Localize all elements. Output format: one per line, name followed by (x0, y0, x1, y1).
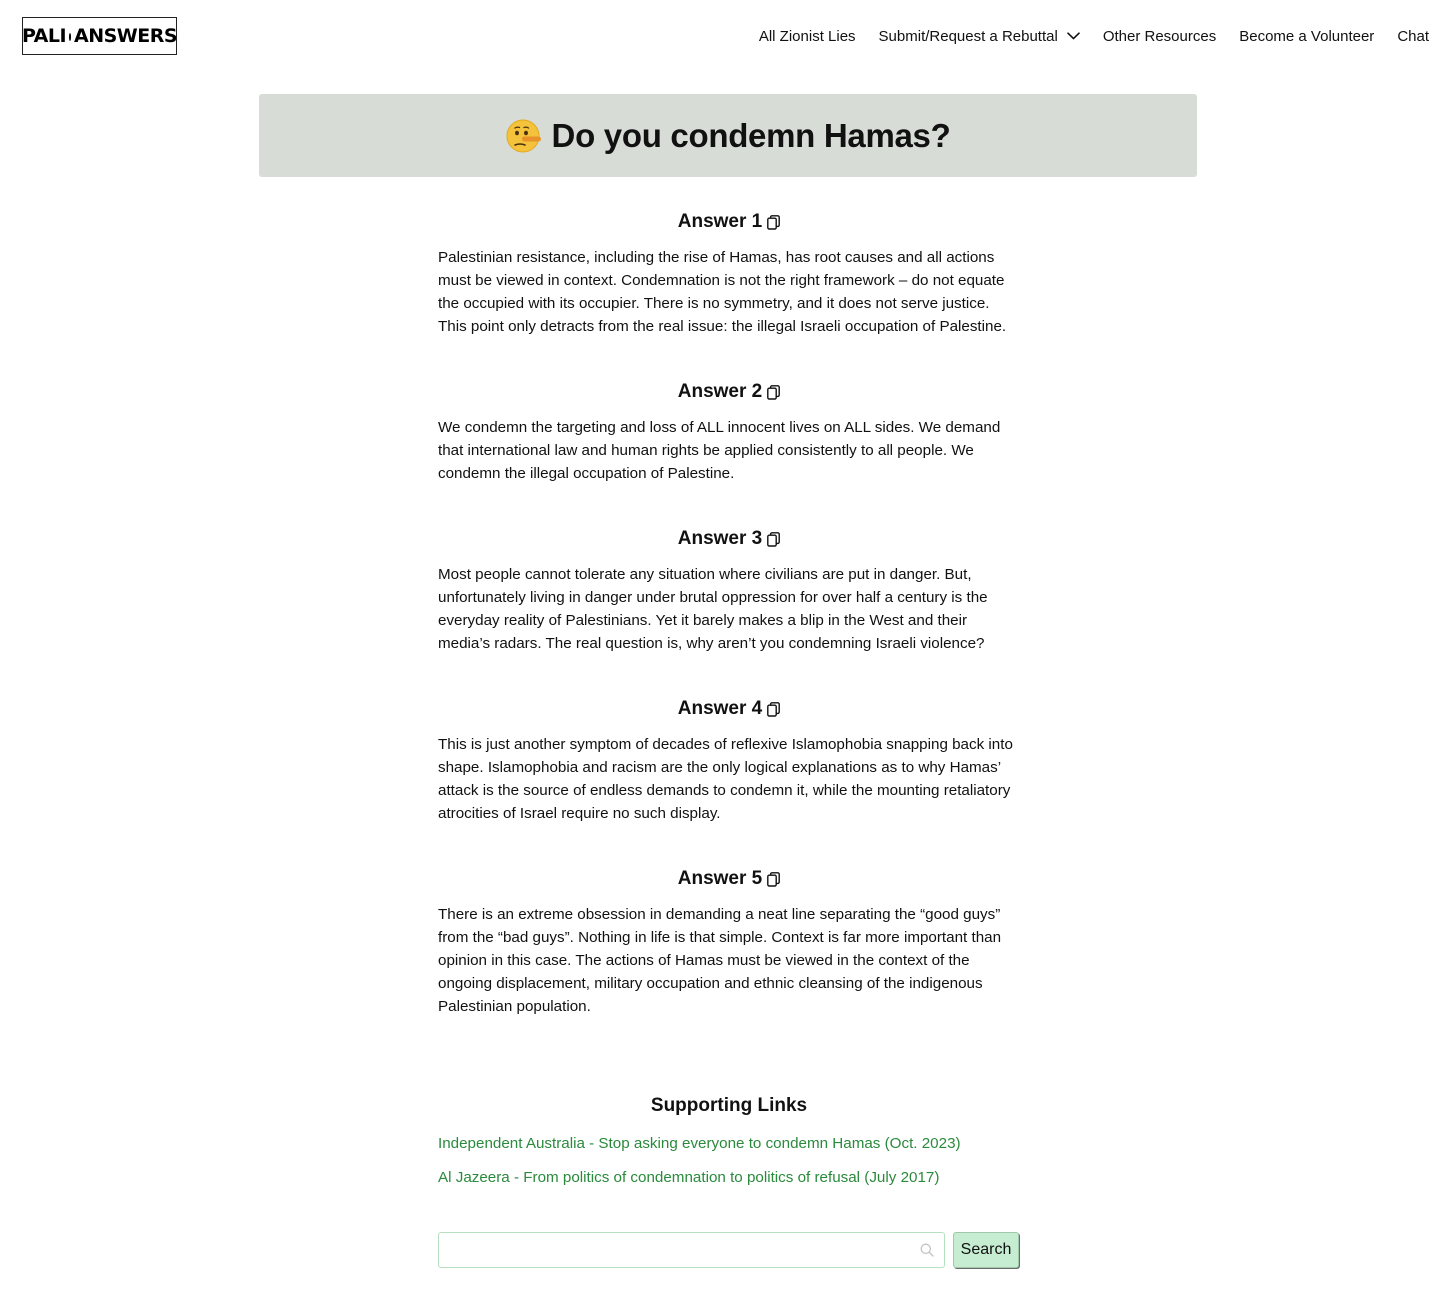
answer-text: This is just another symptom of decades of reflexive Islamophobia snapping back into shape. Islamophobia and racism are the only logical explanations as to why Hamas’ attack is the source of endless demands to condemn it, while the mounting retaliatory atrocities of Israel require no such display. (438, 736, 1013, 822)
nav-label: Submit/Request a Rebuttal (878, 27, 1058, 45)
chevron-down-icon (1067, 32, 1080, 40)
answer-heading-label: Answer 5 (677, 868, 763, 889)
answer-item (438, 867, 1020, 1018)
search-button[interactable]: Search (953, 1232, 1019, 1268)
nav-label: Chat (1397, 27, 1429, 45)
answers-list (438, 210, 1020, 1060)
copy-icon[interactable] (767, 702, 780, 717)
nav-item-become-volunteer[interactable] (1239, 24, 1374, 48)
answer-heading (438, 527, 1020, 551)
answer-heading-label: Answer 3 (677, 528, 763, 549)
nav-item-chat[interactable] (1397, 24, 1429, 48)
answer-item (438, 210, 1020, 338)
copy-icon[interactable] (767, 385, 780, 400)
answer-heading-label: Answer 1 (677, 211, 763, 232)
answer-heading (438, 867, 1020, 891)
supporting-links (438, 1095, 1020, 1201)
logo-text-left: PALI (21, 25, 67, 47)
supporting-links-title: Supporting Links (650, 1095, 808, 1116)
answer-heading-label: Answer 2 (677, 381, 763, 402)
speech-bubble-icon (69, 33, 71, 41)
site-header (0, 0, 1456, 80)
answer-item (438, 697, 1020, 825)
nav-label: Other Resources (1102, 27, 1217, 45)
answer-heading-label: Answer 4 (677, 698, 763, 719)
answer-text: We condemn the targeting and loss of ALL innocent lives on ALL sides. We demand that international law and human rights be applied consistently to all people. We condemn the illegal occupation of Palestine. (438, 419, 1001, 482)
nav-label: All Zionist Lies (758, 27, 856, 45)
answer-text: Palestinian resistance, including the rise of Hamas, has root causes and all actions must be viewed in context. Condemnation is not the right framework – do not equate the occupied with its occupier. There is no symmetry, and it does not serve justice. This point only detracts from the real issue: the illegal Israeli occupation of Palestine. (438, 249, 1007, 335)
answer-item (438, 527, 1020, 655)
copy-icon[interactable] (767, 532, 780, 547)
copy-icon[interactable] (767, 872, 780, 887)
lying-face-icon (506, 118, 542, 154)
question-banner (259, 94, 1197, 177)
copy-icon[interactable] (767, 215, 780, 230)
supporting-link[interactable]: Al Jazeera - From politics of condemnation to politics of refusal (July 2017) (438, 1169, 940, 1186)
search-field (438, 1232, 945, 1268)
nav-label: Become a Volunteer (1239, 27, 1375, 45)
answer-heading (438, 697, 1020, 721)
site-logo[interactable] (22, 17, 177, 55)
logo-text-right: ANSWERS (74, 25, 178, 47)
search-form (438, 1232, 1020, 1268)
nav-item-all-zionist-lies[interactable] (759, 24, 856, 48)
search-input[interactable] (439, 1233, 944, 1267)
answer-heading (438, 380, 1020, 404)
answer-text: There is an extreme obsession in demanding a neat line separating the “good guys” from the “bad guys”. Nothing in life is that simple. Context is far more important than opinion in this case. The actions of Hamas must be viewed in the context of the ongoing displacement, military occupation and ethnic cleansing of the indigenous Palestinian population. (438, 906, 1002, 1015)
nav-item-submit-request-rebuttal[interactable] (879, 24, 1080, 48)
answer-text: Most people cannot tolerate any situation where civilians are put in danger. But, unfortunately living in danger under brutal oppression for over half a century is the everyday reality of Palestinians. Yet it barely makes a blip in the West and their media’s radars. The real question is, why aren’t you condemning Israeli violence? (438, 566, 988, 652)
answer-item (438, 380, 1020, 485)
supporting-link[interactable]: Independent Australia - Stop asking everyone to condemn Hamas (Oct. 2023) (438, 1135, 961, 1152)
main-nav (759, 24, 1429, 48)
answer-heading (438, 210, 1020, 234)
nav-item-other-resources[interactable] (1103, 24, 1216, 48)
search-icon (920, 1243, 934, 1257)
page-title: Do you condemn Hamas? (551, 116, 951, 154)
